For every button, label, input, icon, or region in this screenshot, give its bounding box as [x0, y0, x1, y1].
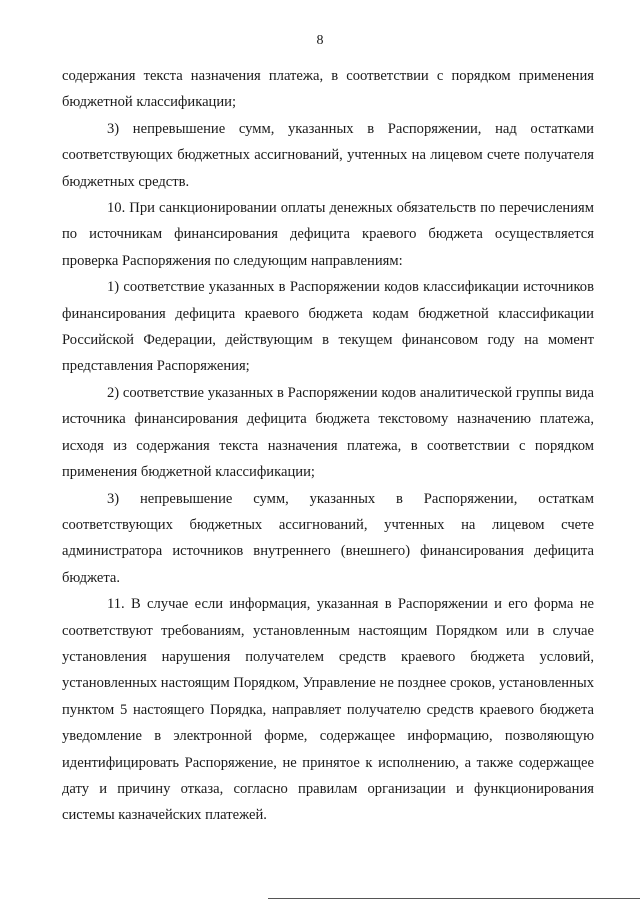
paragraph-clause-10-item-1: 1) соответствие указанных в Распоряжении кодов классификации источников финансирования дефицита краевого бюджета кодам бюджетной классификации Российской Федерации, действующим в текущем финансовом году на момент представления Распоряжения; [62, 279, 594, 375]
document-body [62, 63, 594, 829]
paragraph-clause-10-item-2: 2) соответствие указанных в Распоряжении кодов аналитической группы вида источника финансирования дефицита бюджета текстовому назначению платежа, исходя из содержания текста назначения платежа, в соответствии с порядком применения бюджетной классификации; [62, 384, 594, 481]
paragraph-item-3: 3) непревышение сумм, указанных в Распоряжении, над остатками соответствующих бюджетных ассигнований, учтенных на лицевом счете получателя бюджетных средств. [62, 120, 594, 190]
bottom-divider [268, 898, 640, 899]
paragraph-clause-10-item-3: 3) непревышение сумм, указанных в Распоряжении, остаткам соответствующих бюджетных ассигнований, учтенных на лицевом счете администратора источников внутреннего (внешнего) финансирования дефицита бюджета. [62, 490, 594, 586]
paragraph-clause-10: 10. При санкционировании оплаты денежных обязательств по перечислениям по источникам финансирования дефицита краевого бюджета осуществляется проверка Распоряжения по следующим направлениям: [62, 200, 594, 269]
paragraph-continuation: содержания текста назначения платежа, в соответствии с порядком применения бюджетной классификации; [62, 68, 594, 111]
paragraph-clause-11: 11. В случае если информация, указанная в Распоряжении и его форма не соответствуют требованиям, установленным настоящим Порядком или в случае установления нарушения получателем средств краевого бюджета условий, установленных настоящим Порядком, Управление не позднее сроков, установленных пунктом 5 настоящего Порядка, направляет получателю средств краевого бюджета уведомление в электронной форме, содержащее информацию, позволяющую идентифицировать Распоряжение, не принятое к исполнению, а также содержащее дату и причину отказа, согласно правилам организации и функционирования системы казначейских платежей. [62, 596, 594, 824]
page-number: 8 [316, 33, 324, 48]
